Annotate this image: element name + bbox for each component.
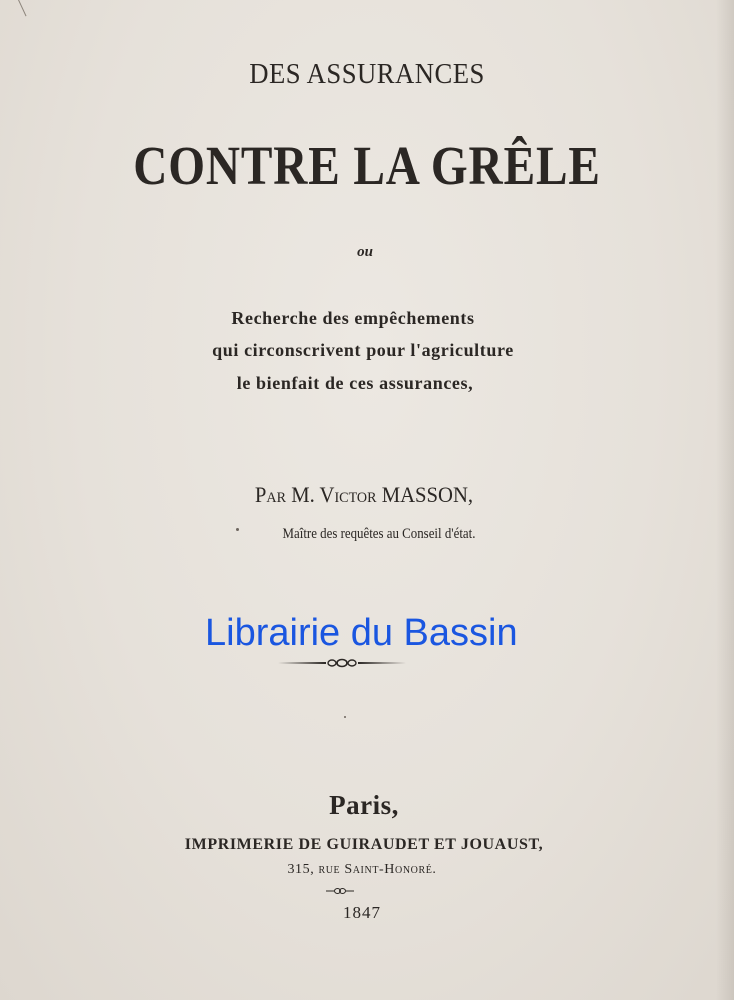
author-line [19,482,709,508]
author-name: MASSON, [381,482,474,507]
printer-address: 315, rue Saint-Honoré. [287,862,437,877]
ornament-divider-icon [276,654,408,672]
page-corner-mark [18,0,27,16]
watermark-text: Librairie du Bassin [205,612,518,654]
title-line-1: DES ASSURANCES [249,58,485,90]
publication-year: 1847 [343,903,381,922]
subtitle-line-2: qui circonscrivent pour l'agriculture [212,340,514,360]
subtitle-line-1: Recherche des empêchements [231,308,475,328]
printer-name: IMPRIMERIE DE GUIRAUDET ET JOUAUST, [184,836,544,853]
author-prefix: Par M. Victor [254,482,377,507]
small-ornament-icon [324,886,356,896]
author-role: Maître des requêtes au Conseil d'état. [282,526,476,542]
subtitle-line-3: le bienfait de ces assurances, [236,373,474,393]
conjunction: ou [357,244,373,260]
publication-city: Paris, [329,790,399,820]
title-line-2: CONTRE LA GRÊLE [133,135,601,196]
ink-speck [236,528,239,531]
ink-speck [344,716,346,718]
